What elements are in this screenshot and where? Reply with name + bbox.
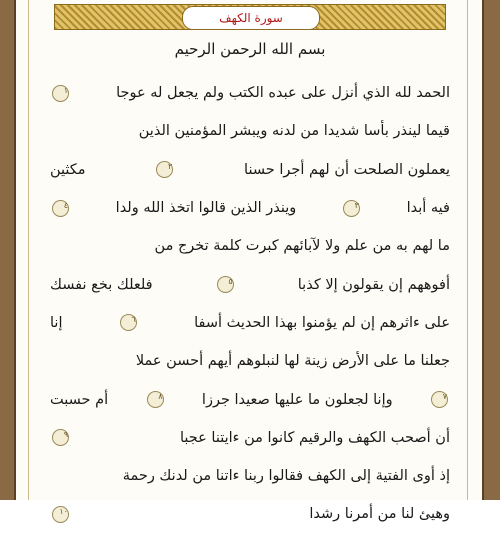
ayah-number-marker: ٦ bbox=[120, 314, 137, 331]
verse-line bbox=[50, 227, 450, 265]
verse-line bbox=[50, 112, 450, 150]
basmala: بسم الله الرحمن الرحيم bbox=[174, 40, 326, 58]
verse-line bbox=[50, 457, 450, 495]
ayah-number-marker: ١ bbox=[52, 85, 69, 102]
verse-text: أم حسبت bbox=[50, 391, 109, 408]
verse-text: إنا bbox=[50, 314, 63, 331]
verse-line bbox=[50, 304, 450, 342]
verse-line bbox=[50, 419, 450, 457]
verse-line bbox=[50, 151, 450, 189]
verse-text: فلعلك بخع نفسك bbox=[50, 276, 153, 293]
verse-line bbox=[50, 189, 450, 227]
verse-text: يعملون الصلحت أن لهم أجرا حسنا bbox=[244, 161, 450, 178]
ayah-number-marker: ٧ bbox=[431, 391, 448, 408]
ayah-number-marker: ٣ bbox=[343, 200, 360, 217]
verse-line bbox=[50, 495, 450, 533]
ayah-number-marker: ٩ bbox=[52, 429, 69, 446]
ayah-number-marker: ١٠ bbox=[52, 506, 69, 523]
verse-text: وينذر الذين قالوا اتخذ الله ولدا bbox=[115, 200, 297, 217]
verse-text: جعلنا ما على الأرض زينة لها لنبلوهم أيهم أحسن عملا bbox=[135, 353, 450, 370]
ayah-number-marker: ٨ bbox=[147, 391, 164, 408]
verse-text: مكثين bbox=[50, 161, 86, 178]
verse-text: أفوههم إن يقولون إلا كذبا bbox=[297, 276, 450, 293]
verse-text: ما لهم به من علم ولا لآبائهم كبرت كلمة تخرج من bbox=[154, 238, 450, 255]
ayah-number-marker: ٢ bbox=[156, 161, 173, 178]
verse-lines bbox=[50, 74, 450, 523]
verse-line bbox=[50, 380, 450, 418]
verse-text: إذ أوى الفتية إلى الكهف فقالوا ربنا ءاتنا من لدنك رحمة bbox=[122, 468, 450, 485]
verse-text: قيما لينذر بأسا شديدا من لدنه ويبشر المؤمنين الذين bbox=[138, 123, 450, 140]
verse-line bbox=[50, 74, 450, 112]
verse-text: فيه أبدا bbox=[406, 200, 450, 217]
ayah-number-marker: ٥ bbox=[217, 276, 234, 293]
surah-title: سورة الكهف bbox=[182, 6, 320, 30]
verse-text: الحمد لله الذي أنزل على عبده الكتب ولم يجعل له عوجا bbox=[116, 85, 450, 102]
verse-text: وهيئ لنا من أمرنا رشدا bbox=[309, 506, 450, 523]
verse-text: وإنا لجعلون ما عليها صعيدا جرزا bbox=[201, 391, 393, 408]
ayah-number-marker: ٤ bbox=[52, 200, 69, 217]
verse-line bbox=[50, 265, 450, 303]
verse-text: أن أصحب الكهف والرقيم كانوا من ءايتنا عجبا bbox=[180, 429, 450, 446]
verse-text: على ءاثرهم إن لم يؤمنوا بهذا الحديث أسفا bbox=[194, 314, 450, 331]
verse-line bbox=[50, 342, 450, 380]
